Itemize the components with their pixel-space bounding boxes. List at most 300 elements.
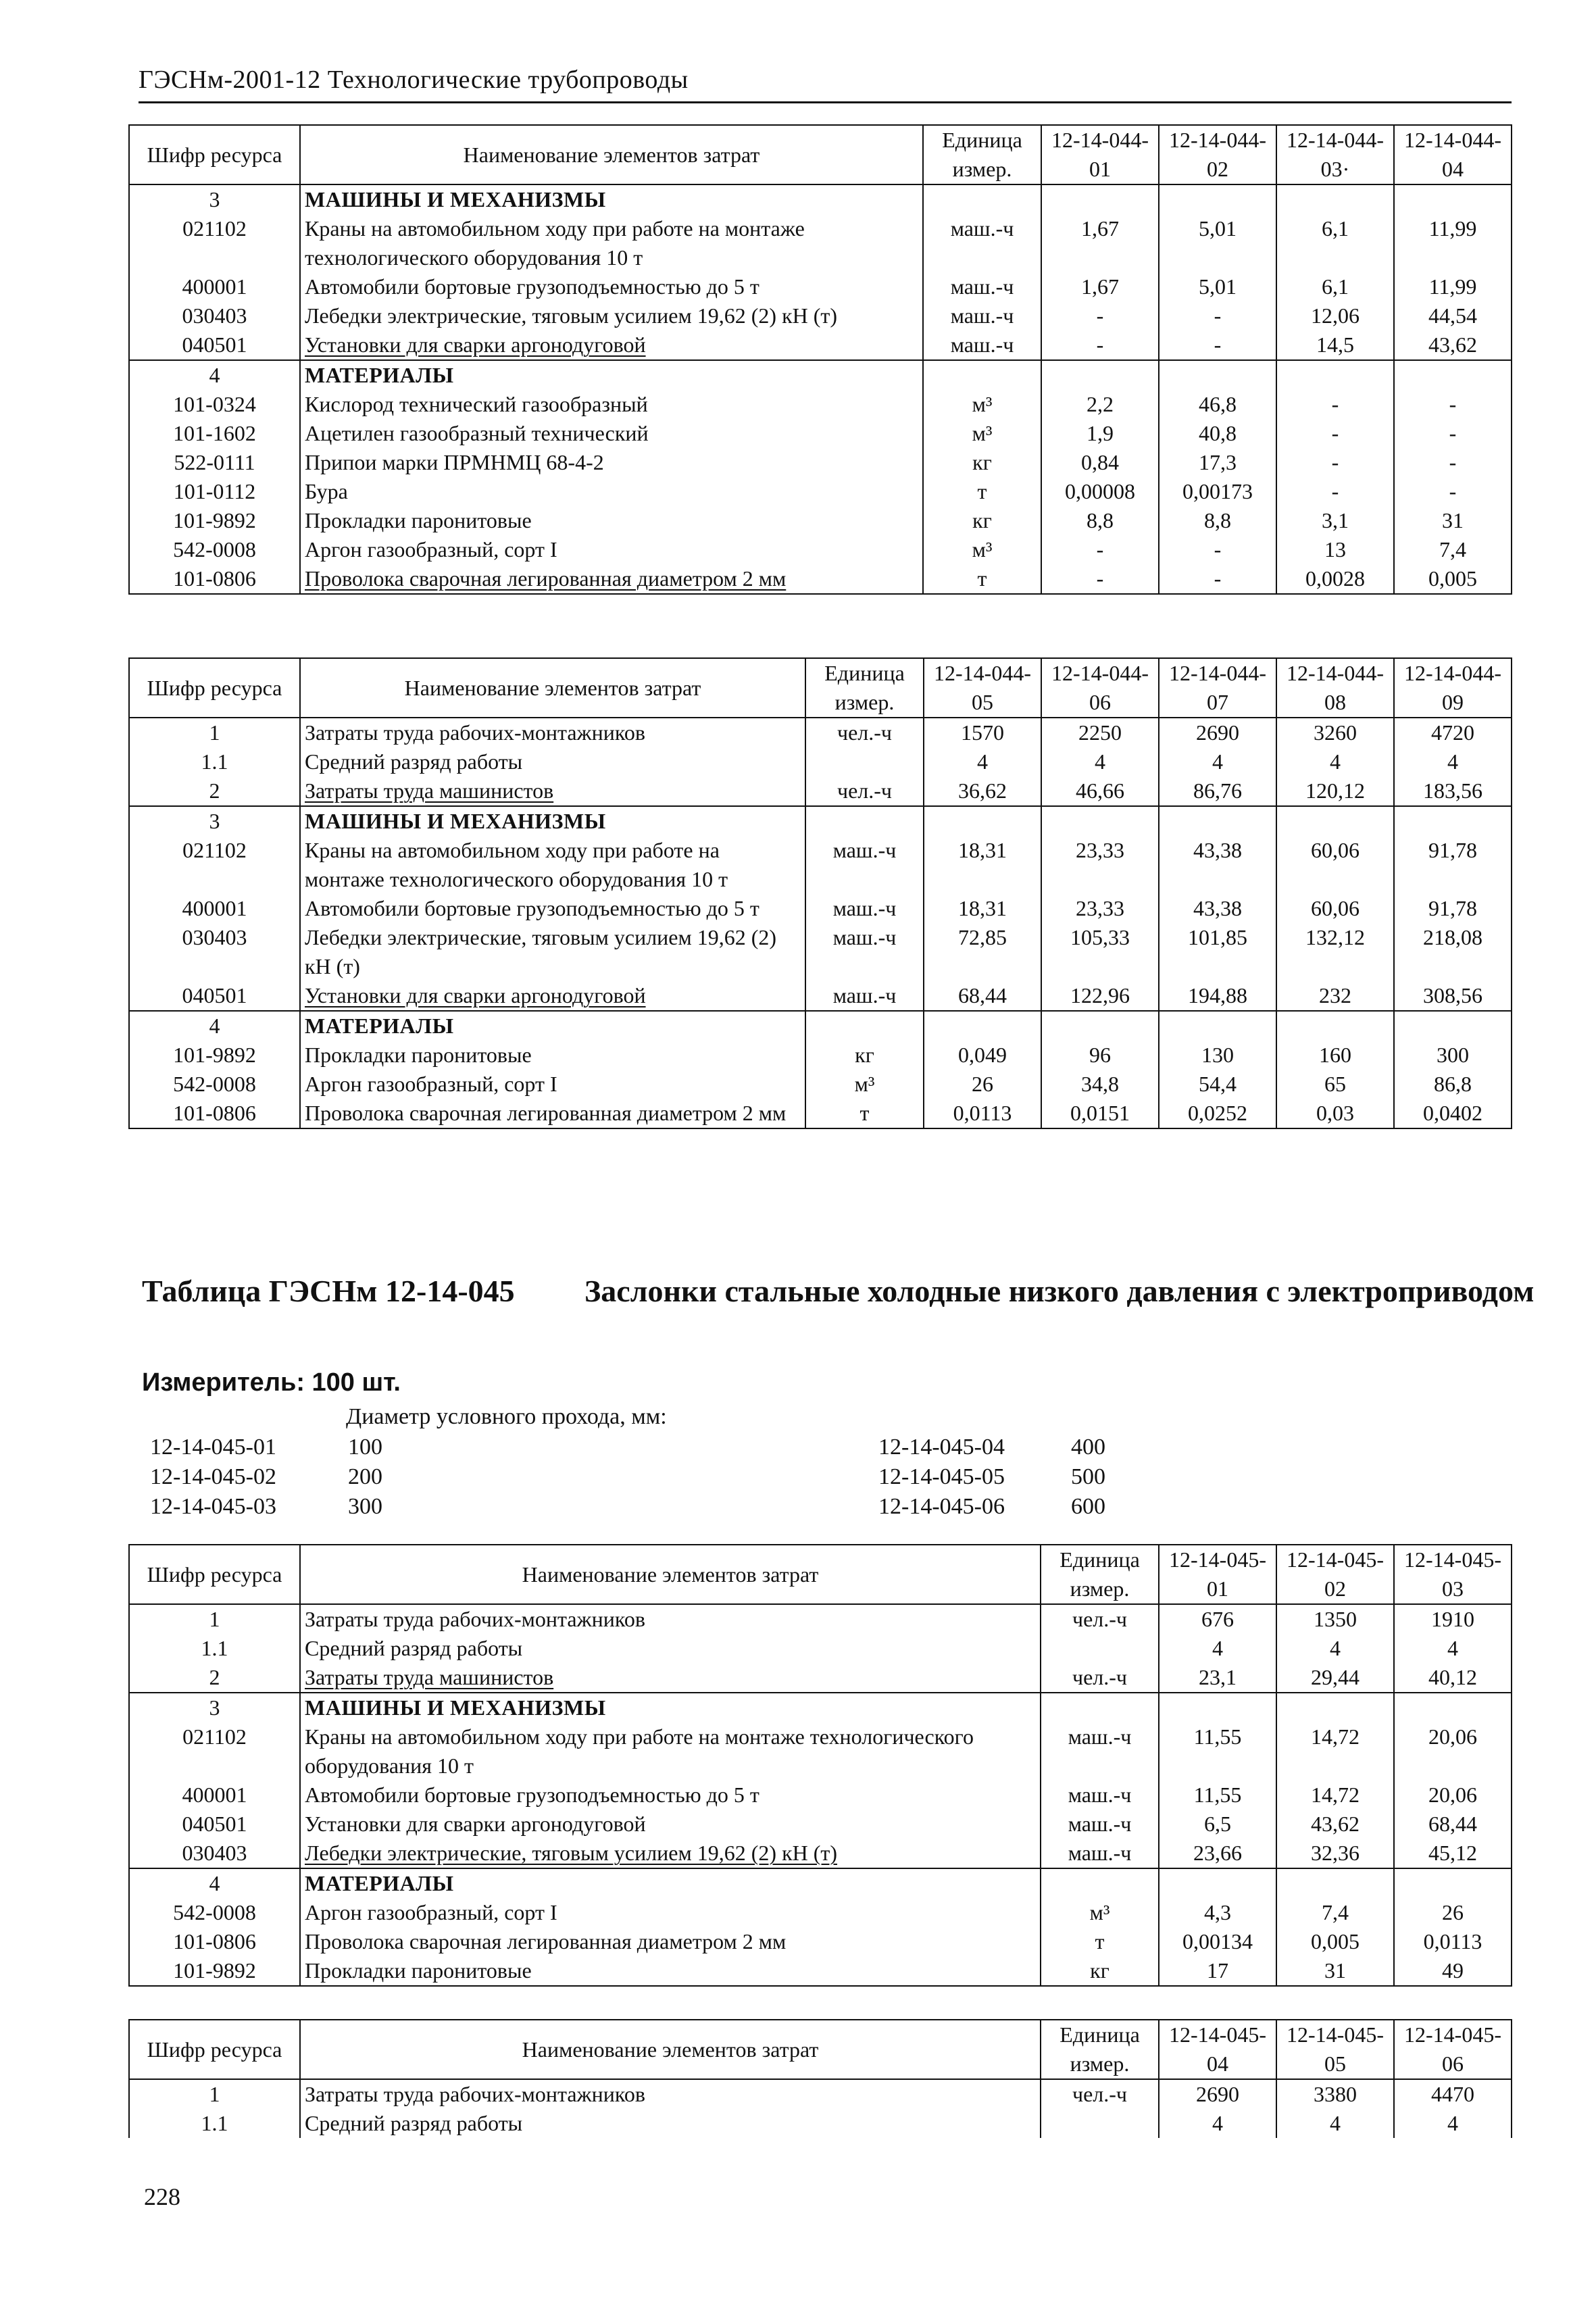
table-row xyxy=(129,1956,1512,1986)
diameter-value: 100 xyxy=(348,1435,382,1460)
resource-name: Бура xyxy=(300,477,923,506)
value-cell: 14,72 xyxy=(1276,1781,1394,1810)
resource-name: Краны на автомобильном ходу при работе на монтаже технологического оборудования 10 т xyxy=(300,214,923,272)
col-header-rate: 12-14-045-06 xyxy=(1394,2020,1512,2079)
value-cell: 4 xyxy=(1394,1634,1512,1663)
value-cell: - xyxy=(1041,564,1159,594)
table-row xyxy=(129,1810,1512,1839)
resource-name: Средний разряд работы xyxy=(300,2109,1041,2138)
value-cell: 40,8 xyxy=(1159,419,1276,448)
value-cell: 86,76 xyxy=(1159,776,1276,806)
table-row xyxy=(129,1604,1512,1634)
unit-cell: чел.-ч xyxy=(805,718,924,747)
running-header: ГЭСНм-2001-12 Технологические трубопроводы xyxy=(139,66,689,94)
value-cell: 0,00173 xyxy=(1159,477,1276,506)
table-row xyxy=(129,390,1512,419)
unit-cell: маш.-ч xyxy=(805,981,924,1011)
resource-name: Прокладки паронитовые xyxy=(300,1041,805,1070)
resource-code: 101-0806 xyxy=(129,1099,300,1128)
resource-code: 3 xyxy=(129,1693,300,1722)
value-cell xyxy=(1394,806,1512,836)
value-cell: - xyxy=(1159,330,1276,360)
value-cell: 17 xyxy=(1159,1956,1276,1986)
resource-code: 1.1 xyxy=(129,2109,300,2138)
resource-name: Установки для сварки аргонодуговой xyxy=(300,330,923,360)
table-row xyxy=(129,1781,1512,1810)
resource-code: 021102 xyxy=(129,1722,300,1781)
value-cell: 68,44 xyxy=(924,981,1041,1011)
value-cell: 4 xyxy=(1159,1634,1276,1663)
table-row xyxy=(129,1898,1512,1927)
section-row xyxy=(129,806,1512,836)
value-cell: 0,00134 xyxy=(1159,1927,1276,1956)
unit-cell: т xyxy=(923,477,1041,506)
value-cell xyxy=(1276,1693,1394,1722)
value-cell: - xyxy=(1041,535,1159,564)
unit-cell: м³ xyxy=(923,419,1041,448)
value-cell: 6,5 xyxy=(1159,1810,1276,1839)
value-cell xyxy=(1276,184,1394,214)
col-header-rate: 12-14-044-08 xyxy=(1276,658,1394,718)
table-row xyxy=(129,836,1512,894)
resource-name: Средний разряд работы xyxy=(300,747,805,776)
value-cell: 4 xyxy=(1394,2109,1512,2138)
value-cell: 0,0028 xyxy=(1276,564,1394,594)
diameter-value: 400 xyxy=(1071,1435,1105,1460)
value-cell: 14,5 xyxy=(1276,330,1394,360)
table-row xyxy=(129,301,1512,330)
value-cell xyxy=(924,806,1041,836)
resource-code: 1.1 xyxy=(129,747,300,776)
resource-code: 030403 xyxy=(129,301,300,330)
unit-cell: м³ xyxy=(923,390,1041,419)
value-cell: 5,01 xyxy=(1159,272,1276,301)
resource-code: 021102 xyxy=(129,214,300,272)
col-header-rate: 12-14-045-05 xyxy=(1276,2020,1394,2079)
section-row xyxy=(129,1693,1512,1722)
value-cell: 91,78 xyxy=(1394,894,1512,923)
table-row xyxy=(129,330,1512,360)
value-cell xyxy=(1394,360,1512,390)
table-row xyxy=(129,981,1512,1011)
resource-code: 400001 xyxy=(129,894,300,923)
value-cell: - xyxy=(1394,419,1512,448)
value-cell: 3,1 xyxy=(1276,506,1394,535)
diameter-value: 600 xyxy=(1071,1494,1105,1519)
value-cell xyxy=(1159,806,1276,836)
resource-name: Автомобили бортовые грузоподъемностью до 5 т xyxy=(300,1781,1041,1810)
resource-name: Затраты труда машинистов xyxy=(300,1663,1041,1693)
value-cell xyxy=(924,1011,1041,1041)
value-cell: 18,31 xyxy=(924,836,1041,894)
unit-cell: чел.-ч xyxy=(1041,2079,1159,2109)
col-header-rate: 12-14-044-06 xyxy=(1041,658,1159,718)
unit-cell: маш.-ч xyxy=(923,301,1041,330)
value-cell: 18,31 xyxy=(924,894,1041,923)
page-number: 228 xyxy=(144,2183,180,2210)
resource-name: Установки для сварки аргонодуговой xyxy=(300,981,805,1011)
unit-cell xyxy=(923,184,1041,214)
measure-unit: Измеритель: 100 шт. xyxy=(142,1368,401,1397)
resource-name: Аргон газообразный, сорт I xyxy=(300,1898,1041,1927)
resource-name: Установки для сварки аргонодуговой xyxy=(300,1810,1041,1839)
value-cell: 0,0113 xyxy=(1394,1927,1512,1956)
resource-name: МАШИНЫ И МЕХАНИЗМЫ xyxy=(300,1693,1041,1722)
diameter-value: 300 xyxy=(348,1494,382,1519)
value-cell: 68,44 xyxy=(1394,1810,1512,1839)
value-cell: 4 xyxy=(1276,747,1394,776)
unit-cell: т xyxy=(805,1099,924,1128)
resource-code: 101-0112 xyxy=(129,477,300,506)
table-row xyxy=(129,1070,1512,1099)
col-header-unit: Единица измер. xyxy=(1041,1545,1159,1604)
value-cell: 31 xyxy=(1276,1956,1394,1986)
resource-name: Краны на автомобильном ходу при работе на монтаже технологического оборудования 10 т xyxy=(300,1722,1041,1781)
col-header-code: Шифр ресурса xyxy=(129,1545,300,1604)
value-cell: - xyxy=(1394,390,1512,419)
value-cell: 1350 xyxy=(1276,1604,1394,1634)
table-row xyxy=(129,747,1512,776)
resource-name: Затраты труда машинистов xyxy=(300,776,805,806)
value-cell: 40,12 xyxy=(1394,1663,1512,1693)
resource-name: Аргон газообразный, сорт I xyxy=(300,1070,805,1099)
value-cell: 34,8 xyxy=(1041,1070,1159,1099)
value-cell xyxy=(1276,806,1394,836)
value-cell: 11,55 xyxy=(1159,1722,1276,1781)
table-row xyxy=(129,1634,1512,1663)
resource-name: Автомобили бортовые грузоподъемностью до 5 т xyxy=(300,272,923,301)
col-header-name: Наименование элементов затрат xyxy=(300,658,805,718)
value-cell: 4 xyxy=(1276,2109,1394,2138)
value-cell: 3380 xyxy=(1276,2079,1394,2109)
resource-name: Проволока сварочная легированная диаметром 2 мм xyxy=(300,564,923,594)
resource-code: 3 xyxy=(129,184,300,214)
resource-code: 4 xyxy=(129,360,300,390)
table-header-row xyxy=(129,125,1512,184)
unit-cell: чел.-ч xyxy=(1041,1604,1159,1634)
resource-table-045-04-06 xyxy=(128,2019,1512,2138)
value-cell xyxy=(1276,360,1394,390)
resource-code: 1 xyxy=(129,1604,300,1634)
unit-cell: чел.-ч xyxy=(1041,1663,1159,1693)
value-cell: - xyxy=(1394,448,1512,477)
resource-code: 040501 xyxy=(129,981,300,1011)
table-row xyxy=(129,923,1512,981)
col-header-rate: 12-14-044-03· xyxy=(1276,125,1394,184)
value-cell xyxy=(1159,1868,1276,1898)
value-cell: 4 xyxy=(1276,1634,1394,1663)
value-cell: 105,33 xyxy=(1041,923,1159,981)
section-row xyxy=(129,1868,1512,1898)
value-cell xyxy=(1041,1011,1159,1041)
resource-name: Прокладки паронитовые xyxy=(300,1956,1041,1986)
value-cell: 43,62 xyxy=(1276,1810,1394,1839)
resource-code: 101-0806 xyxy=(129,564,300,594)
diameter-value: 500 xyxy=(1071,1464,1105,1489)
unit-cell: кг xyxy=(923,448,1041,477)
unit-cell: маш.-ч xyxy=(1041,1810,1159,1839)
diameter-code: 12-14-045-05 xyxy=(878,1464,1005,1489)
resource-code: 101-1602 xyxy=(129,419,300,448)
resource-code: 040501 xyxy=(129,330,300,360)
col-header-name: Наименование элементов затрат xyxy=(300,1545,1041,1604)
unit-cell: маш.-ч xyxy=(805,836,924,894)
header-rule xyxy=(139,101,1512,103)
value-cell: 1910 xyxy=(1394,1604,1512,1634)
resource-name: Ацетилен газообразный технический xyxy=(300,419,923,448)
resource-code: 2 xyxy=(129,776,300,806)
resource-code: 101-9892 xyxy=(129,1041,300,1070)
resource-code: 400001 xyxy=(129,272,300,301)
col-header-name: Наименование элементов затрат xyxy=(300,2020,1041,2079)
value-cell: 11,99 xyxy=(1394,272,1512,301)
resource-table-044-01-04 xyxy=(128,124,1512,595)
value-cell: 6,1 xyxy=(1276,214,1394,272)
resource-name: МАТЕРИАЛЫ xyxy=(300,360,923,390)
table-row xyxy=(129,1041,1512,1070)
value-cell: - xyxy=(1041,330,1159,360)
resource-code: 101-0806 xyxy=(129,1927,300,1956)
value-cell xyxy=(1394,1011,1512,1041)
unit-cell: м³ xyxy=(923,535,1041,564)
value-cell: 1,67 xyxy=(1041,214,1159,272)
value-cell: 308,56 xyxy=(1394,981,1512,1011)
resource-code: 101-9892 xyxy=(129,506,300,535)
table-row xyxy=(129,506,1512,535)
value-cell: - xyxy=(1159,564,1276,594)
unit-cell xyxy=(805,806,924,836)
value-cell: 43,62 xyxy=(1394,330,1512,360)
value-cell: 43,38 xyxy=(1159,836,1276,894)
resource-code: 040501 xyxy=(129,1810,300,1839)
unit-cell xyxy=(1041,1634,1159,1663)
value-cell: 26 xyxy=(1394,1898,1512,1927)
resource-code: 4 xyxy=(129,1868,300,1898)
resource-name: Лебедки электрические, тяговым усилием 19,62 (2) кН (т) xyxy=(300,923,805,981)
value-cell: 72,85 xyxy=(924,923,1041,981)
resource-name: Проволока сварочная легированная диаметром 2 мм xyxy=(300,1099,805,1128)
value-cell: - xyxy=(1159,535,1276,564)
unit-cell: маш.-ч xyxy=(1041,1781,1159,1810)
value-cell: 1,67 xyxy=(1041,272,1159,301)
unit-cell: маш.-ч xyxy=(805,894,924,923)
value-cell xyxy=(1159,184,1276,214)
value-cell: 194,88 xyxy=(1159,981,1276,1011)
section-row xyxy=(129,360,1512,390)
unit-cell xyxy=(923,360,1041,390)
table-row xyxy=(129,718,1512,747)
resource-code: 542-0008 xyxy=(129,1070,300,1099)
value-cell xyxy=(1041,184,1159,214)
value-cell xyxy=(1159,1011,1276,1041)
value-cell: 46,66 xyxy=(1041,776,1159,806)
value-cell: 132,12 xyxy=(1276,923,1394,981)
resource-code: 030403 xyxy=(129,923,300,981)
resource-name: МАШИНЫ И МЕХАНИЗМЫ xyxy=(300,184,923,214)
value-cell: 300 xyxy=(1394,1041,1512,1070)
value-cell: 26 xyxy=(924,1070,1041,1099)
col-header-name: Наименование элементов затрат xyxy=(300,125,923,184)
value-cell: 11,55 xyxy=(1159,1781,1276,1810)
value-cell: - xyxy=(1394,477,1512,506)
value-cell: 4470 xyxy=(1394,2079,1512,2109)
resource-table-045-01-03 xyxy=(128,1544,1512,1987)
diameter-code: 12-14-045-03 xyxy=(150,1494,276,1519)
resource-name: Прокладки паронитовые xyxy=(300,506,923,535)
value-cell: 2690 xyxy=(1159,2079,1276,2109)
value-cell: 2,2 xyxy=(1041,390,1159,419)
value-cell: 0,049 xyxy=(924,1041,1041,1070)
diameter-code: 12-14-045-06 xyxy=(878,1494,1005,1519)
resource-name: Проволока сварочная легированная диаметром 2 мм xyxy=(300,1927,1041,1956)
unit-cell: м³ xyxy=(1041,1898,1159,1927)
unit-cell: маш.-ч xyxy=(805,923,924,981)
value-cell: 0,00008 xyxy=(1041,477,1159,506)
table-row xyxy=(129,1099,1512,1128)
value-cell: 13 xyxy=(1276,535,1394,564)
resource-name: МАШИНЫ И МЕХАНИЗМЫ xyxy=(300,806,805,836)
value-cell: 101,85 xyxy=(1159,923,1276,981)
col-header-unit: Единица измер. xyxy=(923,125,1041,184)
value-cell xyxy=(1159,360,1276,390)
value-cell: 0,84 xyxy=(1041,448,1159,477)
value-cell: 0,005 xyxy=(1276,1927,1394,1956)
resource-code: 3 xyxy=(129,806,300,836)
diameter-code: 12-14-045-02 xyxy=(150,1464,276,1489)
resource-code: 1 xyxy=(129,2079,300,2109)
diameter-value: 200 xyxy=(348,1464,382,1489)
resource-code: 1.1 xyxy=(129,1634,300,1663)
value-cell: 44,54 xyxy=(1394,301,1512,330)
value-cell: 60,06 xyxy=(1276,894,1394,923)
table-row xyxy=(129,2109,1512,2138)
value-cell: 91,78 xyxy=(1394,836,1512,894)
value-cell: 54,4 xyxy=(1159,1070,1276,1099)
value-cell: 160 xyxy=(1276,1041,1394,1070)
resource-table-044-05-09 xyxy=(128,657,1512,1129)
value-cell: - xyxy=(1276,448,1394,477)
value-cell: 23,1 xyxy=(1159,1663,1276,1693)
unit-cell: маш.-ч xyxy=(923,272,1041,301)
unit-cell xyxy=(1041,1868,1159,1898)
unit-cell: т xyxy=(1041,1927,1159,1956)
value-cell: 1570 xyxy=(924,718,1041,747)
value-cell xyxy=(1159,1693,1276,1722)
value-cell: 31 xyxy=(1394,506,1512,535)
resource-name: МАТЕРИАЛЫ xyxy=(300,1868,1041,1898)
value-cell xyxy=(1041,806,1159,836)
table-row xyxy=(129,272,1512,301)
resource-code: 021102 xyxy=(129,836,300,894)
unit-cell: маш.-ч xyxy=(923,214,1041,272)
resource-name: Аргон газообразный, сорт I xyxy=(300,535,923,564)
col-header-rate: 12-14-044-09 xyxy=(1394,658,1512,718)
resource-code: 400001 xyxy=(129,1781,300,1810)
value-cell: 23,66 xyxy=(1159,1839,1276,1868)
col-header-code: Шифр ресурса xyxy=(129,125,300,184)
value-cell: 14,72 xyxy=(1276,1722,1394,1781)
diameter-code: 12-14-045-04 xyxy=(878,1435,1005,1460)
unit-cell xyxy=(805,1011,924,1041)
value-cell: 46,8 xyxy=(1159,390,1276,419)
table-row xyxy=(129,1927,1512,1956)
value-cell: 20,06 xyxy=(1394,1781,1512,1810)
table-row xyxy=(129,2079,1512,2109)
resource-name: Припои марки ПРМНМЦ 68-4-2 xyxy=(300,448,923,477)
unit-cell: маш.-ч xyxy=(923,330,1041,360)
value-cell: 43,38 xyxy=(1159,894,1276,923)
diameter-code: 12-14-045-01 xyxy=(150,1435,276,1460)
resource-code: 522-0111 xyxy=(129,448,300,477)
table-row xyxy=(129,776,1512,806)
resource-name: Затраты труда рабочих-монтажников xyxy=(300,2079,1041,2109)
resource-code: 1 xyxy=(129,718,300,747)
resource-name: Лебедки электрические, тяговым усилием 19,62 (2) кН (т) xyxy=(300,1839,1041,1868)
value-cell: 86,8 xyxy=(1394,1070,1512,1099)
value-cell: - xyxy=(1276,477,1394,506)
col-header-rate: 12-14-044-07 xyxy=(1159,658,1276,718)
value-cell: 5,01 xyxy=(1159,214,1276,272)
value-cell: 17,3 xyxy=(1159,448,1276,477)
col-header-rate: 12-14-044-05 xyxy=(924,658,1041,718)
table-row xyxy=(129,1839,1512,1868)
value-cell: 3260 xyxy=(1276,718,1394,747)
value-cell: 0,0151 xyxy=(1041,1099,1159,1128)
value-cell: 232 xyxy=(1276,981,1394,1011)
value-cell: 36,62 xyxy=(924,776,1041,806)
value-cell: 20,06 xyxy=(1394,1722,1512,1781)
value-cell: 12,06 xyxy=(1276,301,1394,330)
value-cell: 11,99 xyxy=(1394,214,1512,272)
col-header-rate: 12-14-045-03 xyxy=(1394,1545,1512,1604)
value-cell: 49 xyxy=(1394,1956,1512,1986)
value-cell: 96 xyxy=(1041,1041,1159,1070)
table-row xyxy=(129,214,1512,272)
unit-cell: кг xyxy=(923,506,1041,535)
col-header-code: Шифр ресурса xyxy=(129,658,300,718)
table-header-row xyxy=(129,1545,1512,1604)
unit-cell: т xyxy=(923,564,1041,594)
resource-code: 4 xyxy=(129,1011,300,1041)
col-header-unit: Единица измер. xyxy=(1041,2020,1159,2079)
value-cell: 0,0113 xyxy=(924,1099,1041,1128)
value-cell: 0,03 xyxy=(1276,1099,1394,1128)
col-header-rate: 12-14-044-02 xyxy=(1159,125,1276,184)
unit-cell: маш.-ч xyxy=(1041,1722,1159,1781)
col-header-rate: 12-14-045-01 xyxy=(1159,1545,1276,1604)
resource-name: Затраты труда рабочих-монтажников xyxy=(300,1604,1041,1634)
resource-name: Лебедки электрические, тяговым усилием 19,62 (2) кН (т) xyxy=(300,301,923,330)
value-cell: 65 xyxy=(1276,1070,1394,1099)
value-cell: 0,0402 xyxy=(1394,1099,1512,1128)
value-cell: 29,44 xyxy=(1276,1663,1394,1693)
col-header-unit: Единица измер. xyxy=(805,658,924,718)
value-cell xyxy=(1041,360,1159,390)
value-cell: 4,3 xyxy=(1159,1898,1276,1927)
value-cell: 23,33 xyxy=(1041,894,1159,923)
value-cell: 4 xyxy=(1394,747,1512,776)
table-row xyxy=(129,448,1512,477)
resource-name: Автомобили бортовые грузоподъемностью до 5 т xyxy=(300,894,805,923)
value-cell: 7,4 xyxy=(1276,1898,1394,1927)
resource-code: 030403 xyxy=(129,1839,300,1868)
value-cell xyxy=(1276,1868,1394,1898)
diameter-label: Диаметр условного прохода, мм: xyxy=(346,1404,667,1429)
value-cell: 122,96 xyxy=(1041,981,1159,1011)
value-cell: 120,12 xyxy=(1276,776,1394,806)
value-cell: 130 xyxy=(1159,1041,1276,1070)
col-header-code: Шифр ресурса xyxy=(129,2020,300,2079)
